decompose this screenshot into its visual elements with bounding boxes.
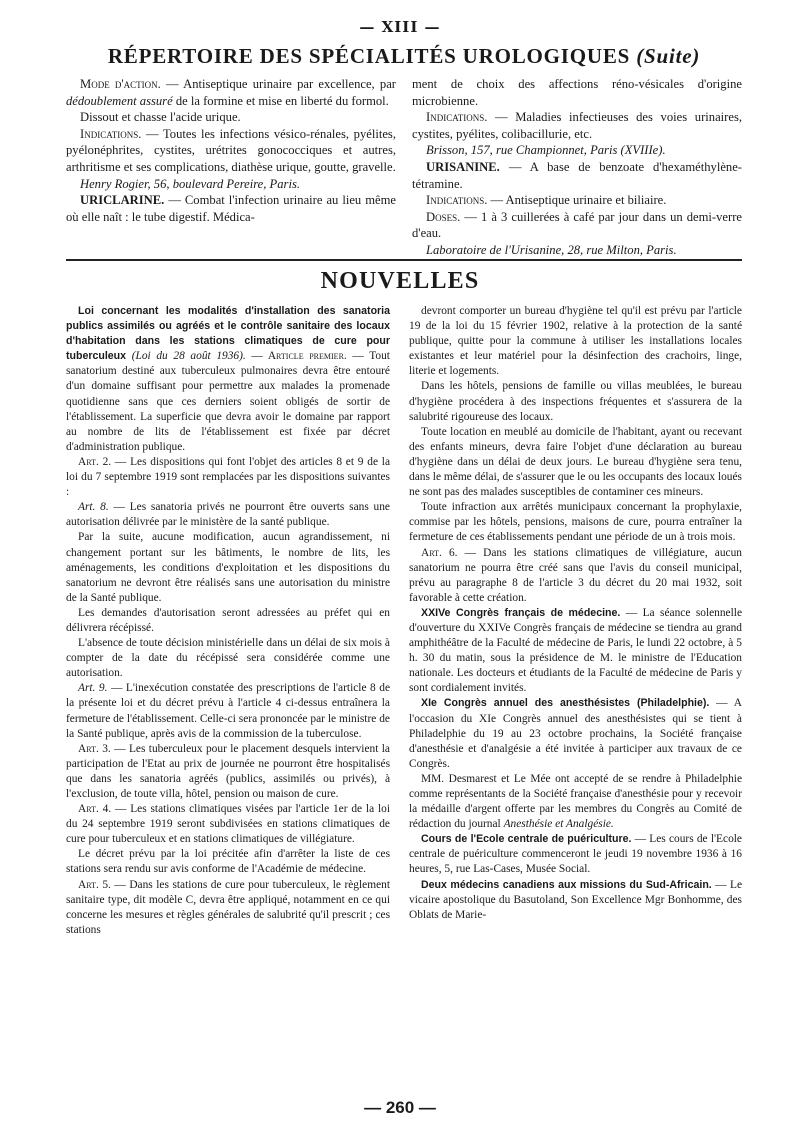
lab-urisanine: Laboratoire de l'Urisanine, 28, rue Milton, Paris.: [426, 242, 677, 257]
decret-paragraph: Le décret prévu par la loi précitée afin d'arrêter la liste de ces stations sera rendu sur avis conforme de l'Académie de médecine.: [66, 848, 390, 876]
indications-right-label: Indications.: [426, 110, 488, 125]
art6-text: — Dans les stations climatiques de villégiature, aucun sanatorium ne pourra être créé sans que l'avis du conseil municipal, prévu au paragraphe 8 de l'article 3 du décret du 20 mai 1932, soit favorable à cette création.: [409, 546, 742, 604]
art4-paragraph: [66, 802, 390, 847]
medecins-canadiens-paragraph: [409, 878, 742, 923]
mode-text-em: dédoublement assuré: [66, 93, 173, 108]
medecins-canadiens-text: — Le vicaire apostolique du Basutoland, Son Excellence Mgr Bonhomme, des Oblats de Marie-: [409, 878, 742, 921]
desmarest-paragraph: [409, 772, 742, 832]
bureau-hygiene-continuation: devront comporter un bureau d'hygiène tel qu'il est prévu par l'article 19 de la loi du 15 février 1902, relative à la protection de la santé publique, quitte pour la commune à utiliser les installations locales existantes et leur matériel pour la désinfection des crachoirs, linge, literie et logements.: [409, 305, 742, 378]
infraction-paragraph: Toute infraction aux arrêtés municipaux concernant la prophylaxie, commise par les hôtels, pensions, maisons de cure, pourra entraîner la fermeture de ces établissements pendant une période de un à trois mois.: [409, 501, 742, 544]
art3-label: Art. 3.: [78, 742, 111, 755]
repertoire-left-column: [66, 76, 396, 225]
mode-text-a: — Antiseptique urinaire par excellence, par: [160, 77, 396, 91]
loi-paragraph: [66, 304, 390, 455]
art4-text: — Les stations climatiques visées par l'article 1er de la loi du 24 septembre 1919 seront subdivisées en stations climatiques de cure pour tuberculeux et en stations climatiques de villégiature.: [66, 803, 390, 846]
nouvelles-title: NOUVELLES: [320, 268, 480, 294]
uriclarine-text: — Combat l'infection urinaire au lieu même où elle naît : le tube digestif. Médica-: [66, 193, 396, 224]
demandes-paragraph: Les demandes d'autorisation seront adressées au préfet qui en délivrera récépissé.: [66, 606, 390, 634]
art8-paragraph: [66, 500, 390, 530]
lab-rogier: Henry Rogier, 56, boulevard Pereire, Paris.: [80, 176, 300, 191]
art2-paragraph: [66, 455, 390, 500]
lab-brisson: Brisson, 157, rue Championnet, Paris (XVIIIe).: [426, 143, 666, 158]
congres-anesthesistes-paragraph: [409, 696, 742, 771]
page-number-bottom: — 260 —: [364, 1098, 436, 1117]
urisanine-text: — A base de benzoate d'hexaméthylène-tétramine.: [412, 159, 742, 191]
page-number-top: — XIII —: [359, 18, 441, 36]
art3-text: — Les tuberculeux pour le placement desquels intervient la participation de l'Etat au prix de journée ne pourront être hospitalisés que dans les sanatoria agréés (publics, assimilés ou privés), à l'exclusion, de toute villa, hôtel, pension ou maison de cure.: [66, 742, 390, 800]
indications-right-text: — Maladies infectieuses des voies urinaires, cystites, pyélites, colibacillurie, etc.: [412, 110, 742, 141]
art6-paragraph: [409, 546, 742, 606]
repertoire-title: RÉPERTOIRE DES SPÉCIALITÉS UROLOGIQUES: [107, 44, 631, 68]
art2-label: Art. 2.: [78, 455, 112, 468]
art5-label: Art. 5.: [78, 878, 111, 891]
loi-heading: Loi concernant les modalités d'installation des sanatoria publics assimilés ou agréés et le contrôle sanitaire des locaux d'habitation dans les stations climatiques de cure pour tuberculeux: [66, 305, 390, 363]
congres-anesthesistes-title: XIe Congrès annuel des anesthésistes (Philadelphie).: [421, 697, 710, 710]
mode-action-paragraph: [66, 76, 396, 109]
art2-text: — Les dispositions qui font l'objet des articles 8 et 9 de la loi du 7 septembre 1919 sont remplacées par les dispositions suivantes :: [66, 455, 390, 499]
art9-text: — L'inexécution constatée des prescriptions de l'article 8 de la présente loi et du décret prévu à l'article 4 ci-dessus entraînera la fermeture de l'établissement. Celle-ci sera prononcée par le ministre de la Santé publique, après avis de la commission de la tuberculose.: [66, 682, 391, 740]
location-paragraph: Toute location en meublé au domicile de l'habitant, ayant ou recevant des enfants mineurs, devra faire l'objet d'une déclaration au bureau d'hygiène dans un délai de deux jours. Le bureau d'hygiène sera tenu, dans le même délai, de s'assurer que le ou les occupants des locaux loués ne sont pas des malades susceptibles de contaminer ces mineurs.: [409, 425, 742, 499]
cours-text: — Les cours de l'Ecole centrale de puériculture commenceront le jeudi 19 novembre 1936 à 16 heures, 5, rue Las-Cases, Musée Social.: [409, 833, 742, 876]
indications-label: Indications.: [80, 126, 142, 141]
article-premier-text: — Tout sanatorium destiné aux tuberculeux pulmonaires devra être entouré d'un domaine suffisant pour permettre aux malades la promenade quotidienne sans que ces derniers soient obligés de sortir de l'établissement. La superficie que devra avoir le domaine par rapport au nombre de lits de l'établissement est fixée par décret d'administration publique.: [66, 350, 390, 453]
journal-title: Anesthésie et Analgésie.: [503, 818, 614, 831]
congres-anesthesistes-text: — A l'occasion du XIe Congrès annuel des anesthésistes qui se tient à Philadelphie du 19 au 23 octobre prochains, la Société française d'anesthésie et d'analgésie a été invitée à participer aux travaux de ce Congrès.: [409, 697, 742, 770]
art5-paragraph: [66, 878, 390, 938]
congres-medecine-paragraph: [409, 606, 742, 697]
medecins-canadiens-title: Deux médecins canadiens aux missions du Sud-Africain.: [421, 878, 712, 891]
uriclarine-paragraph: [66, 192, 396, 225]
repertoire-title-suite: (Suite): [636, 44, 701, 68]
art9-label: Art. 9.: [78, 682, 108, 695]
art4-label: Art. 4.: [78, 803, 112, 816]
art6-label: Art. 6.: [421, 546, 458, 559]
indications-text: — Toutes les infections vésico-rénales, pyélites, pyélonéphrites, cystites, urétrites gonococciques et autres, arthritisme et ses complications, diathèse urique, goutte, gravelle.: [66, 126, 396, 174]
hotels-paragraph: Dans les hôtels, pensions de famille ou villas meublées, le bureau d'hygiène procédera à des inspections fréquentes et s'assurera de la salubrité rigoureuse des locaux.: [409, 380, 742, 423]
repertoire-right-column: [412, 76, 742, 259]
nouvelles-left-column: [66, 304, 390, 938]
repertoire-heading: [66, 44, 742, 69]
congres-medecine-text: — La séance solennelle d'ouverture du XXIVe Congrès français de médecine se tiendra au grand amphithéâtre de la Faculté de médecine de Paris, le lundi 22 octobre, à 5 h. 30 du matin, sous la présidence de M. le ministre de l'Education nationale. Les docteurs et étudiants de la Faculté de médecine de Paris y sont cordialement invités.: [409, 606, 742, 695]
indications-paragraph: [66, 126, 396, 176]
cours-paragraph: [409, 832, 742, 877]
doses-label: Doses.: [426, 209, 461, 224]
article-premier-label: — Article premier.: [245, 350, 347, 363]
section-divider: [66, 259, 742, 261]
indications2-label: Indications.: [426, 193, 488, 208]
loi-date: (Loi du 28 août 1936).: [131, 350, 246, 363]
desmarest-text: MM. Desmarest et Le Mée ont accepté de se rendre à Philadelphie comme représentants de la Société française d'anesthésie pour y recevoir la médaille d'argent offerte par les membres du Congrès au Comité de rédaction du journal: [409, 772, 742, 831]
art9-paragraph: [66, 681, 390, 741]
congres-medecine-title: XXIVe Congrès français de médecine.: [421, 606, 621, 619]
indications2-text: — Antiseptique urinaire et biliaire.: [487, 193, 667, 208]
indications2-paragraph: [412, 192, 742, 209]
art5-text: — Dans les stations de cure pour tuberculeux, le règlement sanitaire type, dit modèle C, devra être appliqué, notamment en ce qui concerne les mesures et règles générales de salubrité qu'il prescrit ; ces stations: [66, 878, 390, 936]
art3-paragraph: [66, 742, 390, 802]
mode-label: Mode d'action.: [80, 77, 161, 91]
art8-label: Art. 8.: [78, 501, 109, 514]
cours-title: Cours de l'Ecole centrale de puériculture.: [421, 833, 632, 846]
art8-text: — Les sanatoria privés ne pourront être ouverts sans une autorisation délivrée par le ministère de la santé publique.: [66, 501, 390, 529]
nouvelles-right-column: [409, 304, 742, 923]
mode-text-b: de la formine et mise en liberté du formol.: [172, 93, 389, 108]
indications-right-paragraph: [412, 109, 742, 142]
urisanine-name: URISANINE.: [426, 159, 500, 174]
doses-paragraph: [412, 209, 742, 242]
urisanine-paragraph: [412, 159, 742, 192]
absence-paragraph: L'absence de toute décision ministérielle dans un délai de six mois à compter de la date du récépissé sera considérée comme une autorisation.: [66, 637, 390, 680]
uriclarine-name: URICLARINE.: [80, 193, 165, 208]
doses-text: — 1 à 3 cuillerées à café par jour dans un demi-verre d'eau.: [412, 209, 742, 241]
dissout-paragraph: Dissout et chasse l'acide urique.: [80, 110, 241, 125]
suite-paragraph: Par la suite, aucune modification, aucun agrandissement, ni changement portant sur les bâtiments, le nombre de lits, les aménagements, les conditions d'exploitation et les dispositions du sanatorium ne devront être réalisés sans une autorisation du ministre de la Santé publique.: [66, 531, 390, 604]
medicament-continuation: ment de choix des affections réno-vésicales d'origine microbienne.: [412, 77, 742, 108]
